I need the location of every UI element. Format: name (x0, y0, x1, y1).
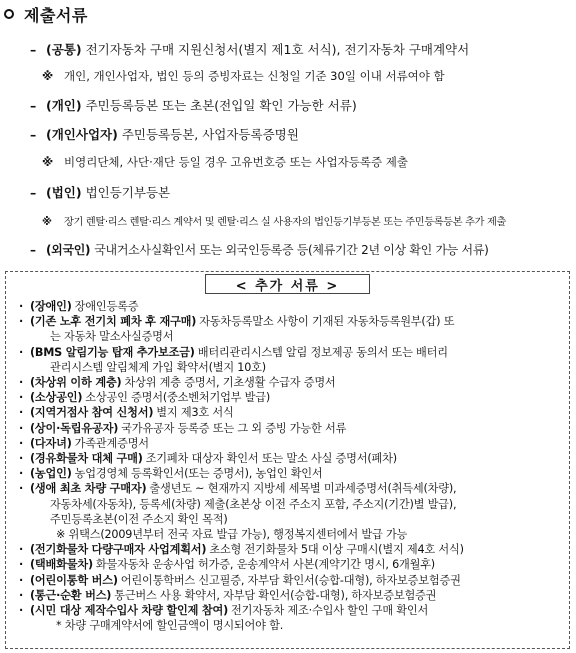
additional-documents-title: < 추가 서류 > (205, 274, 370, 294)
item-tag: (경유화물차 대체 구매) (30, 452, 143, 465)
item-text: 출생년도 ~ 현재까지 지방세 세목별 미과세증명서(취득세(차량), (149, 482, 457, 496)
item-text: 주민등록등본 또는 초본(전입일 확인 가능한 서류) (85, 98, 357, 113)
item-tag: (어린이통학 버스) (30, 573, 118, 587)
list-item-note: ※ 위택스(2009년부터 전국 자료 발급 가능), 행정복지센터에서 발급 가능 (56, 528, 408, 541)
reference-mark-icon: ※ (42, 155, 54, 169)
item-text: 국내거소사실확인서 또는 외국인등록증 등(체류기간 2년 이상 확인 가능 서류) (94, 243, 489, 257)
dash-bullet-icon: – (30, 185, 37, 200)
list-item-corporation (30, 183, 170, 201)
list-item-foreigner (30, 241, 489, 258)
page-title: 제출서류 (24, 5, 88, 25)
item-tag: (통근·순환 버스) (30, 588, 112, 602)
reference-mark-icon: ※ (42, 217, 52, 228)
list-item-note: * 차량 구매계약서에 할인금액이 명시되어야 함. (56, 619, 284, 633)
dot-bullet-icon: · (18, 588, 24, 602)
list-item-continuation: 자동차세(자동차), 등록세(차량) 제출(초본상 이전 주소지 포함, 주소지(기간)별 발급), (50, 497, 457, 511)
dash-bullet-icon: – (30, 127, 37, 142)
dot-bullet-icon: · (18, 543, 24, 557)
list-item (12, 404, 234, 420)
list-item (12, 587, 436, 603)
item-tag: (소상공인) (30, 391, 83, 405)
dot-bullet-icon: · (18, 376, 24, 389)
dot-bullet-icon: · (18, 573, 24, 587)
item-tag: (생애 최초 차량 구매자) (30, 482, 147, 496)
note-text: 비영리단체, 사단·재단 등일 경우 고유번호증 또는 사업자등록증 제출 (64, 155, 408, 169)
item-text: 가족관계증명서 (74, 436, 149, 450)
list-item-sole-proprietor (30, 125, 299, 143)
item-text: 통근버스 사용 확약서, 자부담 확인서(승합-대형), 하자보증보험증권 (114, 588, 437, 602)
circle-bullet-icon (4, 9, 14, 19)
list-item (12, 313, 454, 329)
dash-bullet-icon: – (30, 42, 37, 57)
item-text: 농업경영체 등록확인서(또는 증명서), 농업인 확인서 (74, 467, 323, 481)
item-tag: (개인) (46, 98, 82, 113)
item-tag: (다자녀) (30, 436, 72, 450)
dot-bullet-icon: · (18, 452, 24, 465)
item-text: 국가유공자 등록증 또는 그 외 증빙 가능한 서류 (121, 421, 347, 435)
item-text: 주민등록등본, 사업자등록증명원 (121, 127, 299, 142)
list-item (12, 298, 138, 314)
note-item (42, 68, 445, 84)
dot-bullet-icon: · (18, 467, 24, 481)
dot-bullet-icon: · (18, 436, 24, 450)
list-item (12, 344, 448, 360)
item-text: 자동차등록말소 사항이 기재된 자동차등록원부(갑) 또 (199, 315, 455, 329)
item-text: 어린이통학버스 신고필증, 자부담 확인서(승합-대형), 하자보증보험증권 (120, 573, 461, 587)
item-text: 초소형 전기화물차 5대 이상 구매시(별지 제4호 서식) (209, 543, 464, 557)
item-tag: (택배화물차) (30, 558, 93, 572)
item-text: 화물자동차 운송사업 허가증, 운송계약서 사본(계약기간 명시, 6개월후) (95, 558, 435, 572)
note-text: 장기 렌탈·리스 렌탈·리스 계약서 및 렌탈·리스 실 사용자의 법인등기부등본 또는 주민등록등본 추가 제출 (64, 217, 506, 228)
list-item (12, 556, 435, 572)
dot-bullet-icon: · (18, 315, 24, 329)
list-item-continuation: 는 자동차 말소사실증명서 (50, 330, 174, 344)
item-tag: (장애인) (30, 300, 72, 313)
dot-bullet-icon: · (18, 406, 24, 420)
dot-bullet-icon: · (18, 482, 24, 496)
item-tag: (기존 노후 전기치 폐차 후 재구매) (30, 315, 197, 329)
item-tag: (상이·독립유공자) (30, 421, 119, 435)
list-item (12, 541, 464, 557)
item-text: 소상공인 증명서(중소벤처기업부 발급) (85, 391, 271, 405)
list-item (12, 572, 461, 588)
item-text: 별지 제3호 서식 (156, 406, 234, 420)
item-tag: (차상위 이하 계층) (30, 376, 122, 389)
list-item (12, 374, 336, 390)
item-text: 배터리관리시스템 알림 정보제공 동의서 또는 배터리 (197, 345, 448, 359)
list-item (12, 450, 397, 466)
dot-bullet-icon: · (18, 391, 24, 405)
item-tag: (지역거점사 참여 신청서) (30, 406, 154, 420)
item-text: 전기자동차 구매 지원신청서(별지 제1호 서식), 전기자동차 구매계약서 (85, 42, 470, 57)
dash-bullet-icon: – (30, 98, 37, 113)
item-tag: (BMS 알림기능 탑재 추가보조금) (30, 345, 195, 359)
list-item-common (30, 40, 469, 58)
item-tag: (법인) (46, 185, 82, 200)
item-text: 전기자동차 제조·수입사 할인 구매 확인서 (231, 604, 429, 617)
dot-bullet-icon: · (18, 604, 24, 617)
item-text: 조기폐차 대상자 확인서 또는 말소 사실 증명서(폐차) (145, 452, 397, 465)
item-text: 법인등기부등본 (85, 185, 171, 200)
dot-bullet-icon: · (18, 558, 24, 572)
dash-bullet-icon: – (30, 243, 36, 257)
item-tag: (공통) (46, 42, 82, 57)
list-item (12, 389, 270, 405)
dot-bullet-icon: · (18, 345, 24, 359)
item-tag: (개인사업자) (46, 127, 118, 142)
item-tag: (시민 대상 제작수입사 차량 할인제 참여) (30, 604, 229, 617)
list-item-individual (30, 96, 357, 114)
list-item (12, 435, 149, 451)
list-item (12, 420, 346, 436)
list-item-continuation: 주민등록초본(이전 주소지 확인 목적) (50, 512, 228, 526)
item-tag: (전기화물차 다량구매자 사업계획서) (30, 543, 207, 557)
item-text: 장애인등록증 (74, 300, 139, 313)
list-item (12, 465, 323, 481)
list-item-continuation: 관리시스템 알림체계 가입 확약서(별지 10호) (50, 360, 266, 374)
dot-bullet-icon: · (18, 421, 24, 435)
note-item (42, 213, 506, 228)
list-item (12, 480, 456, 496)
note-text: 개인, 개인사업자, 법인 등의 증빙자료는 신청일 기준 30일 이내 서류여야 함 (64, 69, 445, 83)
item-tag: (농업인) (30, 467, 72, 481)
list-item (12, 602, 428, 618)
item-text: 차상위 계층 증명서, 기초생활 수급자 증명서 (124, 376, 336, 389)
dot-bullet-icon: · (18, 300, 24, 313)
item-tag: (외국인) (46, 243, 91, 257)
reference-mark-icon: ※ (42, 69, 54, 83)
section-heading (4, 2, 88, 26)
note-item (42, 154, 408, 170)
